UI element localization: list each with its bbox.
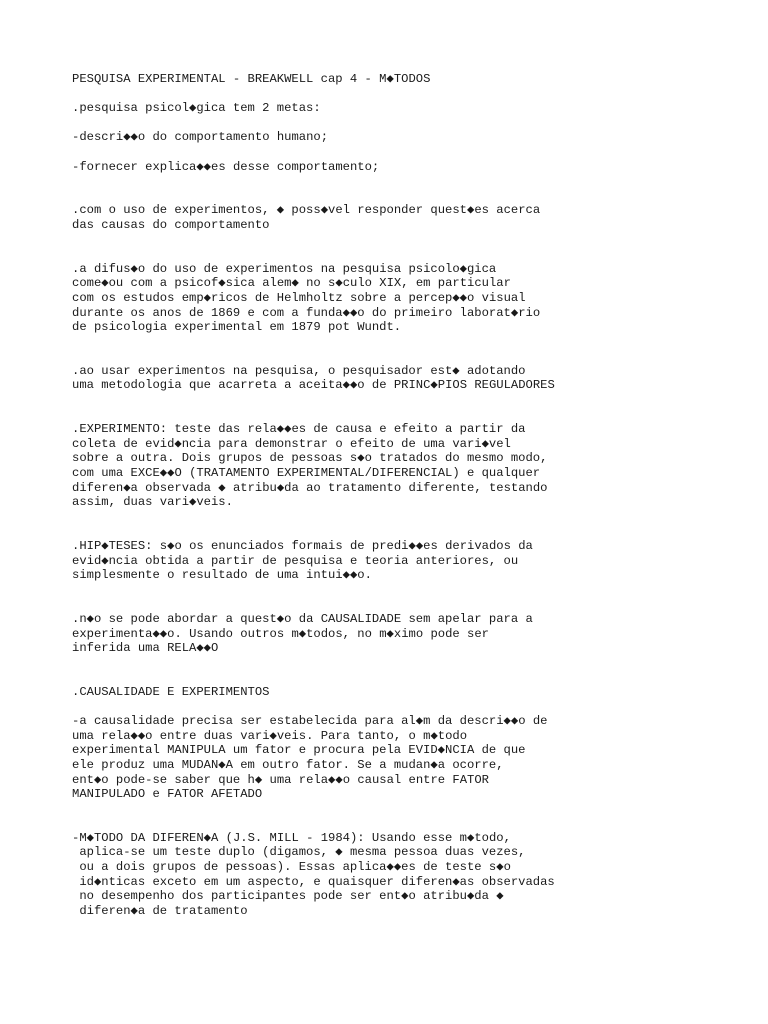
text-line: uma metodologia que acarreta a aceita◆◆o de PRINC◆PIOS REGULADORES bbox=[72, 378, 555, 393]
document-title: PESQUISA EXPERIMENTAL - BREAKWELL cap 4 - M◆TODOS bbox=[72, 72, 431, 86]
blank-line bbox=[72, 597, 752, 612]
blank-line bbox=[72, 189, 752, 204]
text-line: .ao usar experimentos na pesquisa, o pesquisador est◆ adotando bbox=[72, 363, 526, 378]
blank-line bbox=[72, 145, 752, 160]
text-line: ele produz uma MUDAN◆A em outro fator. Se a mudan◆a ocorre, bbox=[72, 757, 504, 772]
blank-line bbox=[72, 393, 752, 408]
text-line: .n◆o se pode abordar a quest◆o da CAUSALIDADE sem apelar para a bbox=[72, 611, 533, 626]
blank-line bbox=[72, 816, 752, 831]
blank-line bbox=[72, 510, 752, 525]
text-line: MANIPULADO e FATOR AFETADO bbox=[72, 787, 263, 802]
text-line: .a difus◆o do uso de experimentos na pesquisa psicolo◆gica bbox=[72, 261, 497, 276]
text-line: assim, duas vari◆veis. bbox=[72, 495, 233, 510]
text-line: .EXPERIMENTO: teste das rela◆◆es de causa e efeito a partir da bbox=[72, 422, 526, 437]
text-line: das causas do comportamento bbox=[72, 217, 270, 232]
blank-line bbox=[72, 233, 752, 248]
text-line: diferen◆a observada ◆ atribu◆da ao tratamento diferente, testando bbox=[72, 480, 548, 495]
blank-line bbox=[72, 524, 752, 539]
text-line: come◆ou com a psicof◆sica alem◆ no s◆culo XIX, em particular bbox=[72, 276, 511, 291]
text-line: no desempenho dos participantes pode ser ent◆o atribu◆da ◆ bbox=[72, 889, 504, 904]
text-line: durante os anos de 1869 e com a funda◆◆o do primeiro laborat◆rio bbox=[72, 305, 541, 320]
text-line: .com o uso de experimentos, ◆ poss◆vel responder quest◆es acerca bbox=[72, 203, 541, 218]
text-line: -a causalidade precisa ser estabelecida para al◆m da descri◆◆o de bbox=[72, 714, 548, 729]
text-line: uma rela◆◆o entre duas vari◆veis. Para tanto, o m◆todo bbox=[72, 728, 468, 743]
blank-line bbox=[72, 408, 752, 423]
blank-line bbox=[72, 583, 752, 598]
text-line: evid◆ncia obtida a partir de pesquisa e teoria anteriores, ou bbox=[72, 553, 519, 568]
text-line: de psicologia experimental em 1879 pot Wundt. bbox=[72, 320, 402, 335]
document-body bbox=[72, 64, 752, 918]
text-line: aplica-se um teste duplo (digamos, ◆ mesma pessoa duas vezes, bbox=[72, 845, 526, 860]
text-line: com os estudos emp◆ricos de Helmholtz sobre a percep◆◆o visual bbox=[72, 290, 526, 305]
text-line: diferen◆a de tratamento bbox=[72, 903, 248, 918]
document-lines bbox=[72, 87, 752, 919]
blank-line bbox=[72, 656, 752, 671]
blank-line bbox=[72, 670, 752, 685]
blank-line bbox=[72, 174, 752, 189]
text-line: ent◆o pode-se saber que h◆ uma rela◆◆o causal entre FATOR bbox=[72, 772, 489, 787]
text-line: experimenta◆◆o. Usando outros m◆todos, no m◆ximo pode ser bbox=[72, 626, 489, 641]
blank-line bbox=[72, 802, 752, 817]
text-line: id◆nticas exceto em um aspecto, e quaisquer diferen◆as observadas bbox=[72, 874, 555, 889]
text-line: ou a dois grupos de pessoas). Essas aplica◆◆es de teste s◆o bbox=[72, 860, 511, 875]
blank-line bbox=[72, 116, 752, 131]
text-line: sobre a outra. Dois grupos de pessoas s◆o tratados do mesmo modo, bbox=[72, 451, 548, 466]
text-line: .pesquisa psicol◆gica tem 2 metas: bbox=[72, 101, 321, 116]
text-line: -M◆TODO DA DIFEREN◆A (J.S. MILL - 1984): Usando esse m◆todo, bbox=[72, 830, 511, 845]
blank-line bbox=[72, 87, 752, 102]
text-line: com uma EXCE◆◆O (TRATAMENTO EXPERIMENTAL/DIFERENCIAL) e qualquer bbox=[72, 466, 541, 481]
blank-line bbox=[72, 247, 752, 262]
text-line: -descri◆◆o do comportamento humano; bbox=[72, 130, 329, 145]
text-line: .HIP◆TESES: s◆o os enunciados formais de predi◆◆es derivados da bbox=[72, 539, 533, 553]
text-line: coleta de evid◆ncia para demonstrar o efeito de uma vari◆vel bbox=[72, 436, 511, 451]
text-line: .CAUSALIDADE E EXPERIMENTOS bbox=[72, 684, 270, 699]
text-line: inferida uma RELA◆◆O bbox=[72, 641, 219, 656]
text-line: -fornecer explica◆◆es desse comportamento; bbox=[72, 159, 380, 174]
text-line: simplesmente o resultado de uma intui◆◆o. bbox=[72, 568, 372, 583]
blank-line bbox=[72, 700, 752, 715]
text-line: experimental MANIPULA um fator e procura pela EVID◆NCIA de que bbox=[72, 743, 526, 758]
blank-line bbox=[72, 335, 752, 350]
blank-line bbox=[72, 349, 752, 364]
